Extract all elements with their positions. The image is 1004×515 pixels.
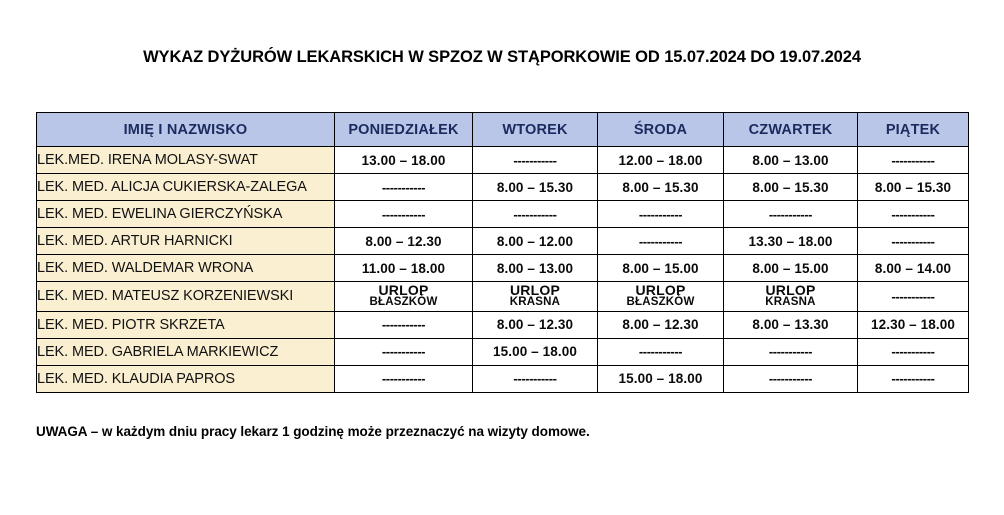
no-duty-cell: ----------- xyxy=(858,228,969,255)
table-body xyxy=(37,147,969,393)
duty-hours-cell: 8.00 – 12.00 xyxy=(473,228,598,255)
duty-hours-cell: 8.00 – 15.30 xyxy=(598,174,724,201)
leave-cell xyxy=(335,282,473,312)
duty-hours-cell: 15.00 – 18.00 xyxy=(598,365,724,392)
leave-cell xyxy=(724,282,858,312)
leave-block xyxy=(724,282,857,311)
table-row xyxy=(37,311,969,338)
no-duty-cell: ----------- xyxy=(335,365,473,392)
doctor-name-cell: LEK. MED. GABRIELA MARKIEWICZ xyxy=(37,338,335,365)
duty-hours-cell: 15.00 – 18.00 xyxy=(473,338,598,365)
no-duty-cell: ----------- xyxy=(598,201,724,228)
table-header-row xyxy=(37,113,969,147)
doctor-name-cell: LEK. MED. MATEUSZ KORZENIEWSKI xyxy=(37,282,335,312)
duty-hours-cell: 11.00 – 18.00 xyxy=(335,255,473,282)
column-header-thursday: CZWARTEK xyxy=(724,113,858,147)
duty-hours-cell: 13.30 – 18.00 xyxy=(724,228,858,255)
duty-hours-cell: 8.00 – 12.30 xyxy=(473,311,598,338)
table-row xyxy=(37,255,969,282)
table-row xyxy=(37,147,969,174)
no-duty-cell: ----------- xyxy=(598,338,724,365)
duty-hours-cell: 8.00 – 15.30 xyxy=(724,174,858,201)
schedule-table-container xyxy=(36,112,968,393)
no-duty-cell: ----------- xyxy=(858,365,969,392)
table-row xyxy=(37,174,969,201)
doctor-name-cell: LEK. MED. ARTUR HARNICKI xyxy=(37,228,335,255)
duty-hours-cell: 8.00 – 15.30 xyxy=(858,174,969,201)
duty-hours-cell: 12.30 – 18.00 xyxy=(858,311,969,338)
leave-block xyxy=(598,282,723,311)
leave-location: BŁASZKÓW xyxy=(626,296,695,309)
no-duty-cell: ----------- xyxy=(858,147,969,174)
page-title: WYKAZ DYŻURÓW LEKARSKICH W SPZOZ W STĄPORKOWIE OD 15.07.2024 DO 19.07.2024 xyxy=(143,48,861,66)
doctor-name-cell: LEK. MED. EWELINA GIERCZYŃSKA xyxy=(37,201,335,228)
table-row xyxy=(37,201,969,228)
duty-hours-cell: 8.00 – 15.00 xyxy=(724,255,858,282)
leave-label: URLOP xyxy=(635,282,686,298)
table-row xyxy=(37,365,969,392)
footer-note: UWAGA – w każdym dniu pracy lekarz 1 godzinę może przeznaczyć na wizyty domowe. xyxy=(36,424,590,439)
duty-hours-cell: 8.00 – 14.00 xyxy=(858,255,969,282)
doctor-name-cell: LEK. MED. ALICJA CUKIERSKA-ZALEGA xyxy=(37,174,335,201)
duty-hours-cell: 8.00 – 13.30 xyxy=(724,311,858,338)
leave-label: URLOP xyxy=(510,282,560,298)
no-duty-cell: ----------- xyxy=(473,201,598,228)
duty-hours-cell: 8.00 – 15.30 xyxy=(473,174,598,201)
no-duty-cell: ----------- xyxy=(473,365,598,392)
duty-hours-cell: 13.00 – 18.00 xyxy=(335,147,473,174)
doctor-name-cell: LEK. MED. KLAUDIA PAPROS xyxy=(37,365,335,392)
column-header-monday: PONIEDZIAŁEK xyxy=(335,113,473,147)
column-header-name: IMIĘ I NAZWISKO xyxy=(37,113,335,147)
leave-cell xyxy=(598,282,724,312)
no-duty-cell: ----------- xyxy=(724,338,858,365)
table-header xyxy=(37,113,969,147)
leave-label: URLOP xyxy=(378,282,429,298)
duty-hours-cell: 12.00 – 18.00 xyxy=(598,147,724,174)
duty-hours-cell: 8.00 – 15.00 xyxy=(598,255,724,282)
doctor-name-cell: LEK. MED. WALDEMAR WRONA xyxy=(37,255,335,282)
doctor-name-cell: LEK.MED. IRENA MOLASY-SWAT xyxy=(37,147,335,174)
no-duty-cell: ----------- xyxy=(473,147,598,174)
leave-block xyxy=(473,282,597,311)
column-header-tuesday: WTOREK xyxy=(473,113,598,147)
no-duty-cell: ----------- xyxy=(335,201,473,228)
doctor-name-cell: LEK. MED. PIOTR SKRZETA xyxy=(37,311,335,338)
table-row xyxy=(37,228,969,255)
column-header-wednesday: ŚRODA xyxy=(598,113,724,147)
no-duty-cell: ----------- xyxy=(858,201,969,228)
leave-cell xyxy=(473,282,598,312)
no-duty-cell: ----------- xyxy=(335,174,473,201)
table-row xyxy=(37,338,969,365)
leave-location: KRASNA xyxy=(509,296,561,309)
table-row xyxy=(37,282,969,312)
no-duty-cell: ----------- xyxy=(858,338,969,365)
leave-location: KRASNA xyxy=(765,296,816,309)
no-duty-cell: ----------- xyxy=(335,338,473,365)
leave-location: BŁASZKÓW xyxy=(369,296,438,309)
duty-hours-cell: 8.00 – 12.30 xyxy=(335,228,473,255)
duty-hours-cell: 8.00 – 13.00 xyxy=(473,255,598,282)
no-duty-cell: ----------- xyxy=(598,228,724,255)
duty-hours-cell: 8.00 – 13.00 xyxy=(724,147,858,174)
leave-block xyxy=(335,282,472,311)
duty-hours-cell: 8.00 – 12.30 xyxy=(598,311,724,338)
no-duty-cell: ----------- xyxy=(724,201,858,228)
column-header-friday: PIĄTEK xyxy=(858,113,969,147)
no-duty-cell: ----------- xyxy=(724,365,858,392)
no-duty-cell: ----------- xyxy=(335,311,473,338)
duty-schedule-table xyxy=(36,112,969,393)
leave-label: URLOP xyxy=(765,282,816,298)
no-duty-cell: ----------- xyxy=(858,282,969,312)
